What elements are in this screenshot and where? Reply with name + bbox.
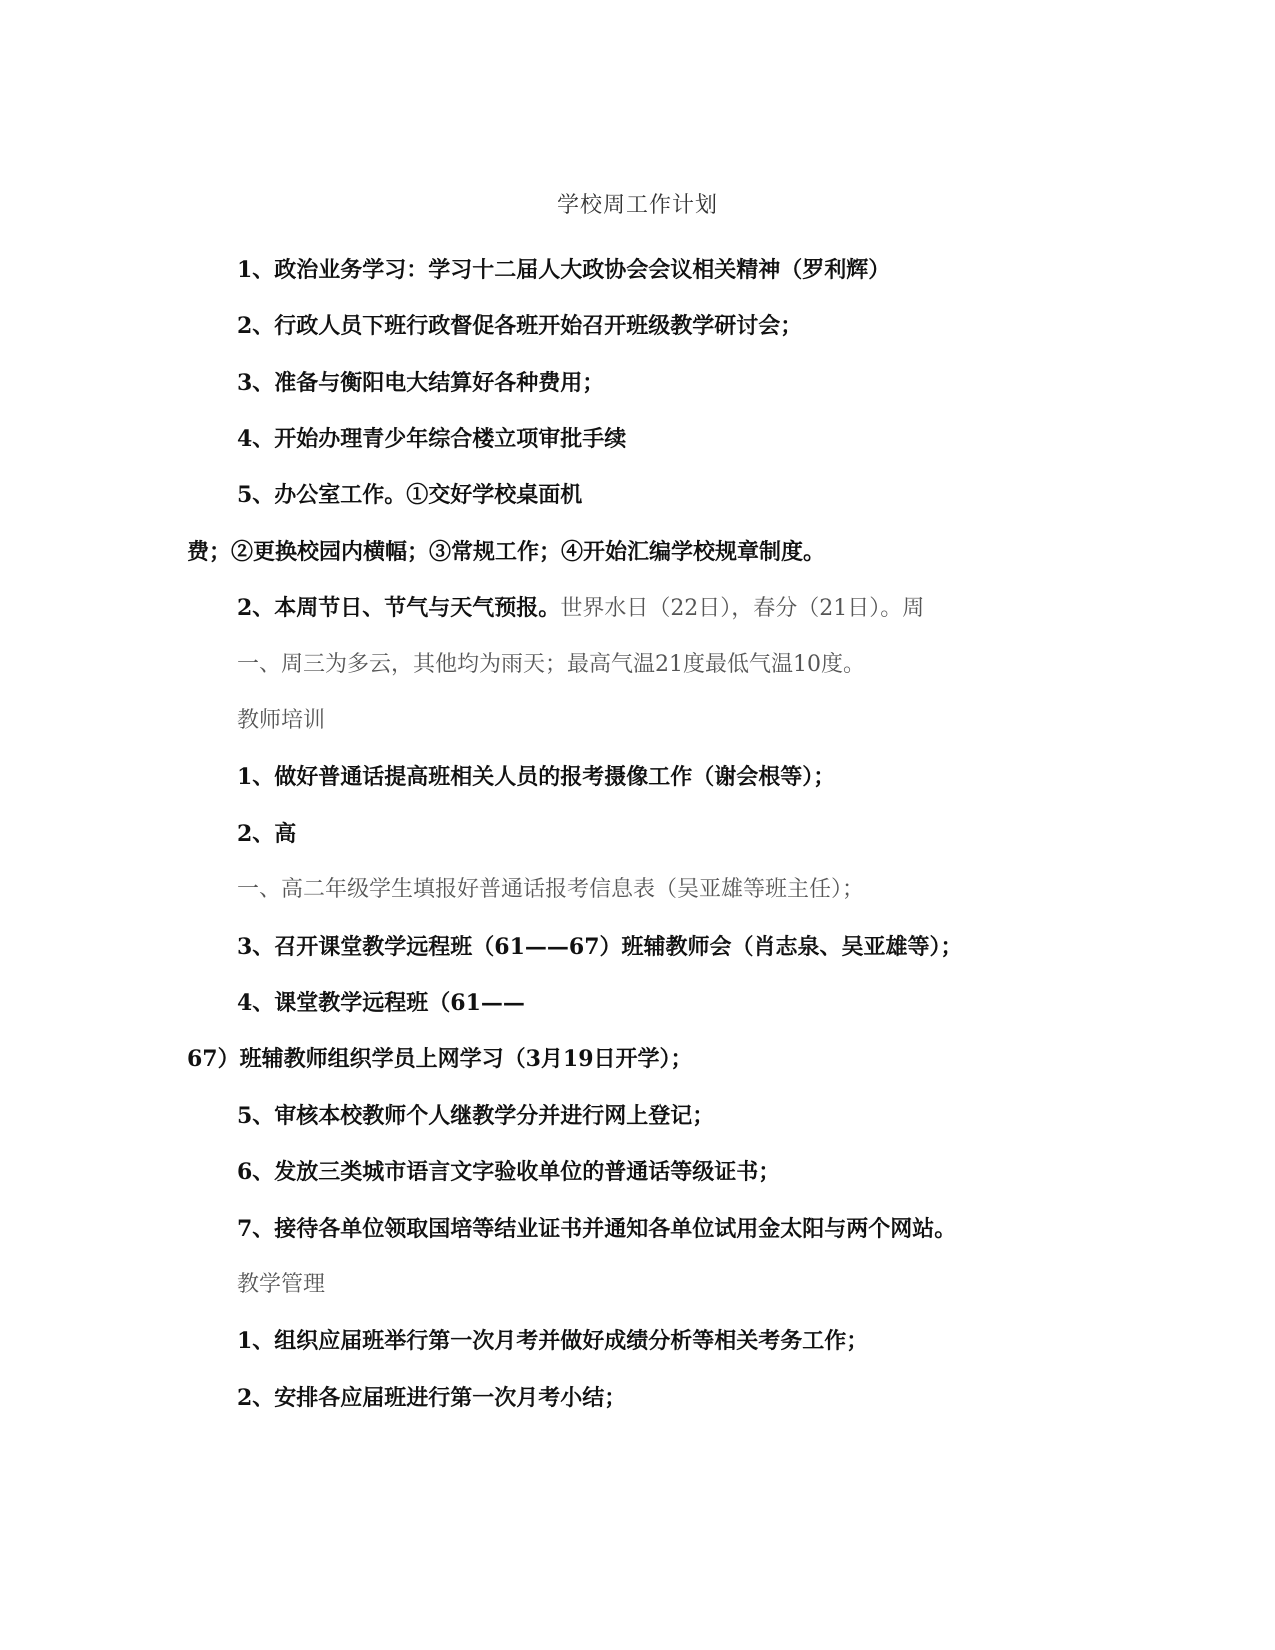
document-title: 学校周工作计划 <box>556 193 718 218</box>
paragraph-line: 5、审核本校教师个人继教学分并进行网上登记； <box>237 1103 715 1129</box>
paragraph-line: 1、政治业务学习：学习十二届人大政协会会议相关精神（罗利辉） <box>237 257 891 283</box>
paragraph-line: 6、发放三类城市语言文字验收单位的普通话等级证书； <box>237 1159 781 1185</box>
paragraph-line: 1、做好普通话提高班相关人员的报考摄像工作（谢会根等）； <box>237 764 836 790</box>
paragraph-line: 费；②更换校园内横幅；③常规工作；④开始汇编学校规章制度。 <box>187 539 826 565</box>
paragraph-line-bold-part: 2、本周节日、节气与天气预报。 <box>237 595 561 621</box>
section-heading: 教师培训 <box>237 708 326 733</box>
paragraph-line: 3、召开课堂教学远程班（61——67）班辅教师会（肖志泉、吴亚雄等）； <box>237 934 963 960</box>
paragraph-line: 一、周三为多云，其他均为雨天；最高气温21度最低气温10度。 <box>237 652 865 677</box>
paragraph-line: 2、安排各应届班进行第一次月考小结； <box>237 1385 627 1411</box>
paragraph-line: 一、高二年级学生填报好普通话报考信息表（吴亚雄等班主任）； <box>237 877 865 902</box>
paragraph-line: 2、高 <box>237 821 297 847</box>
paragraph-line: 4、开始办理青少年综合楼立项审批手续 <box>237 426 627 452</box>
paragraph-line: 3、准备与衡阳电大结算好各种费用； <box>237 370 605 396</box>
paragraph-line: 4、课堂教学远程班（61—— <box>237 990 525 1016</box>
paragraph-line: 1、组织应届班举行第一次月考并做好成绩分析等相关考务工作； <box>237 1328 869 1354</box>
paragraph-line-light-part: 世界水日（22日），春分（21日）。周 <box>560 596 925 621</box>
paragraph-line: 5、办公室工作。①交好学校桌面机 <box>237 482 583 508</box>
paragraph-line: 67）班辅教师组织学员上网学习（3月19日开学）； <box>187 1046 693 1072</box>
paragraph-line-mixed <box>237 593 924 624</box>
paragraph-line: 2、行政人员下班行政督促各班开始召开班级教学研讨会； <box>237 313 803 339</box>
section-heading: 教学管理 <box>237 1272 326 1297</box>
paragraph-line: 7、接待各单位领取国培等结业证书并通知各单位试用金太阳与两个网站。 <box>237 1216 957 1242</box>
